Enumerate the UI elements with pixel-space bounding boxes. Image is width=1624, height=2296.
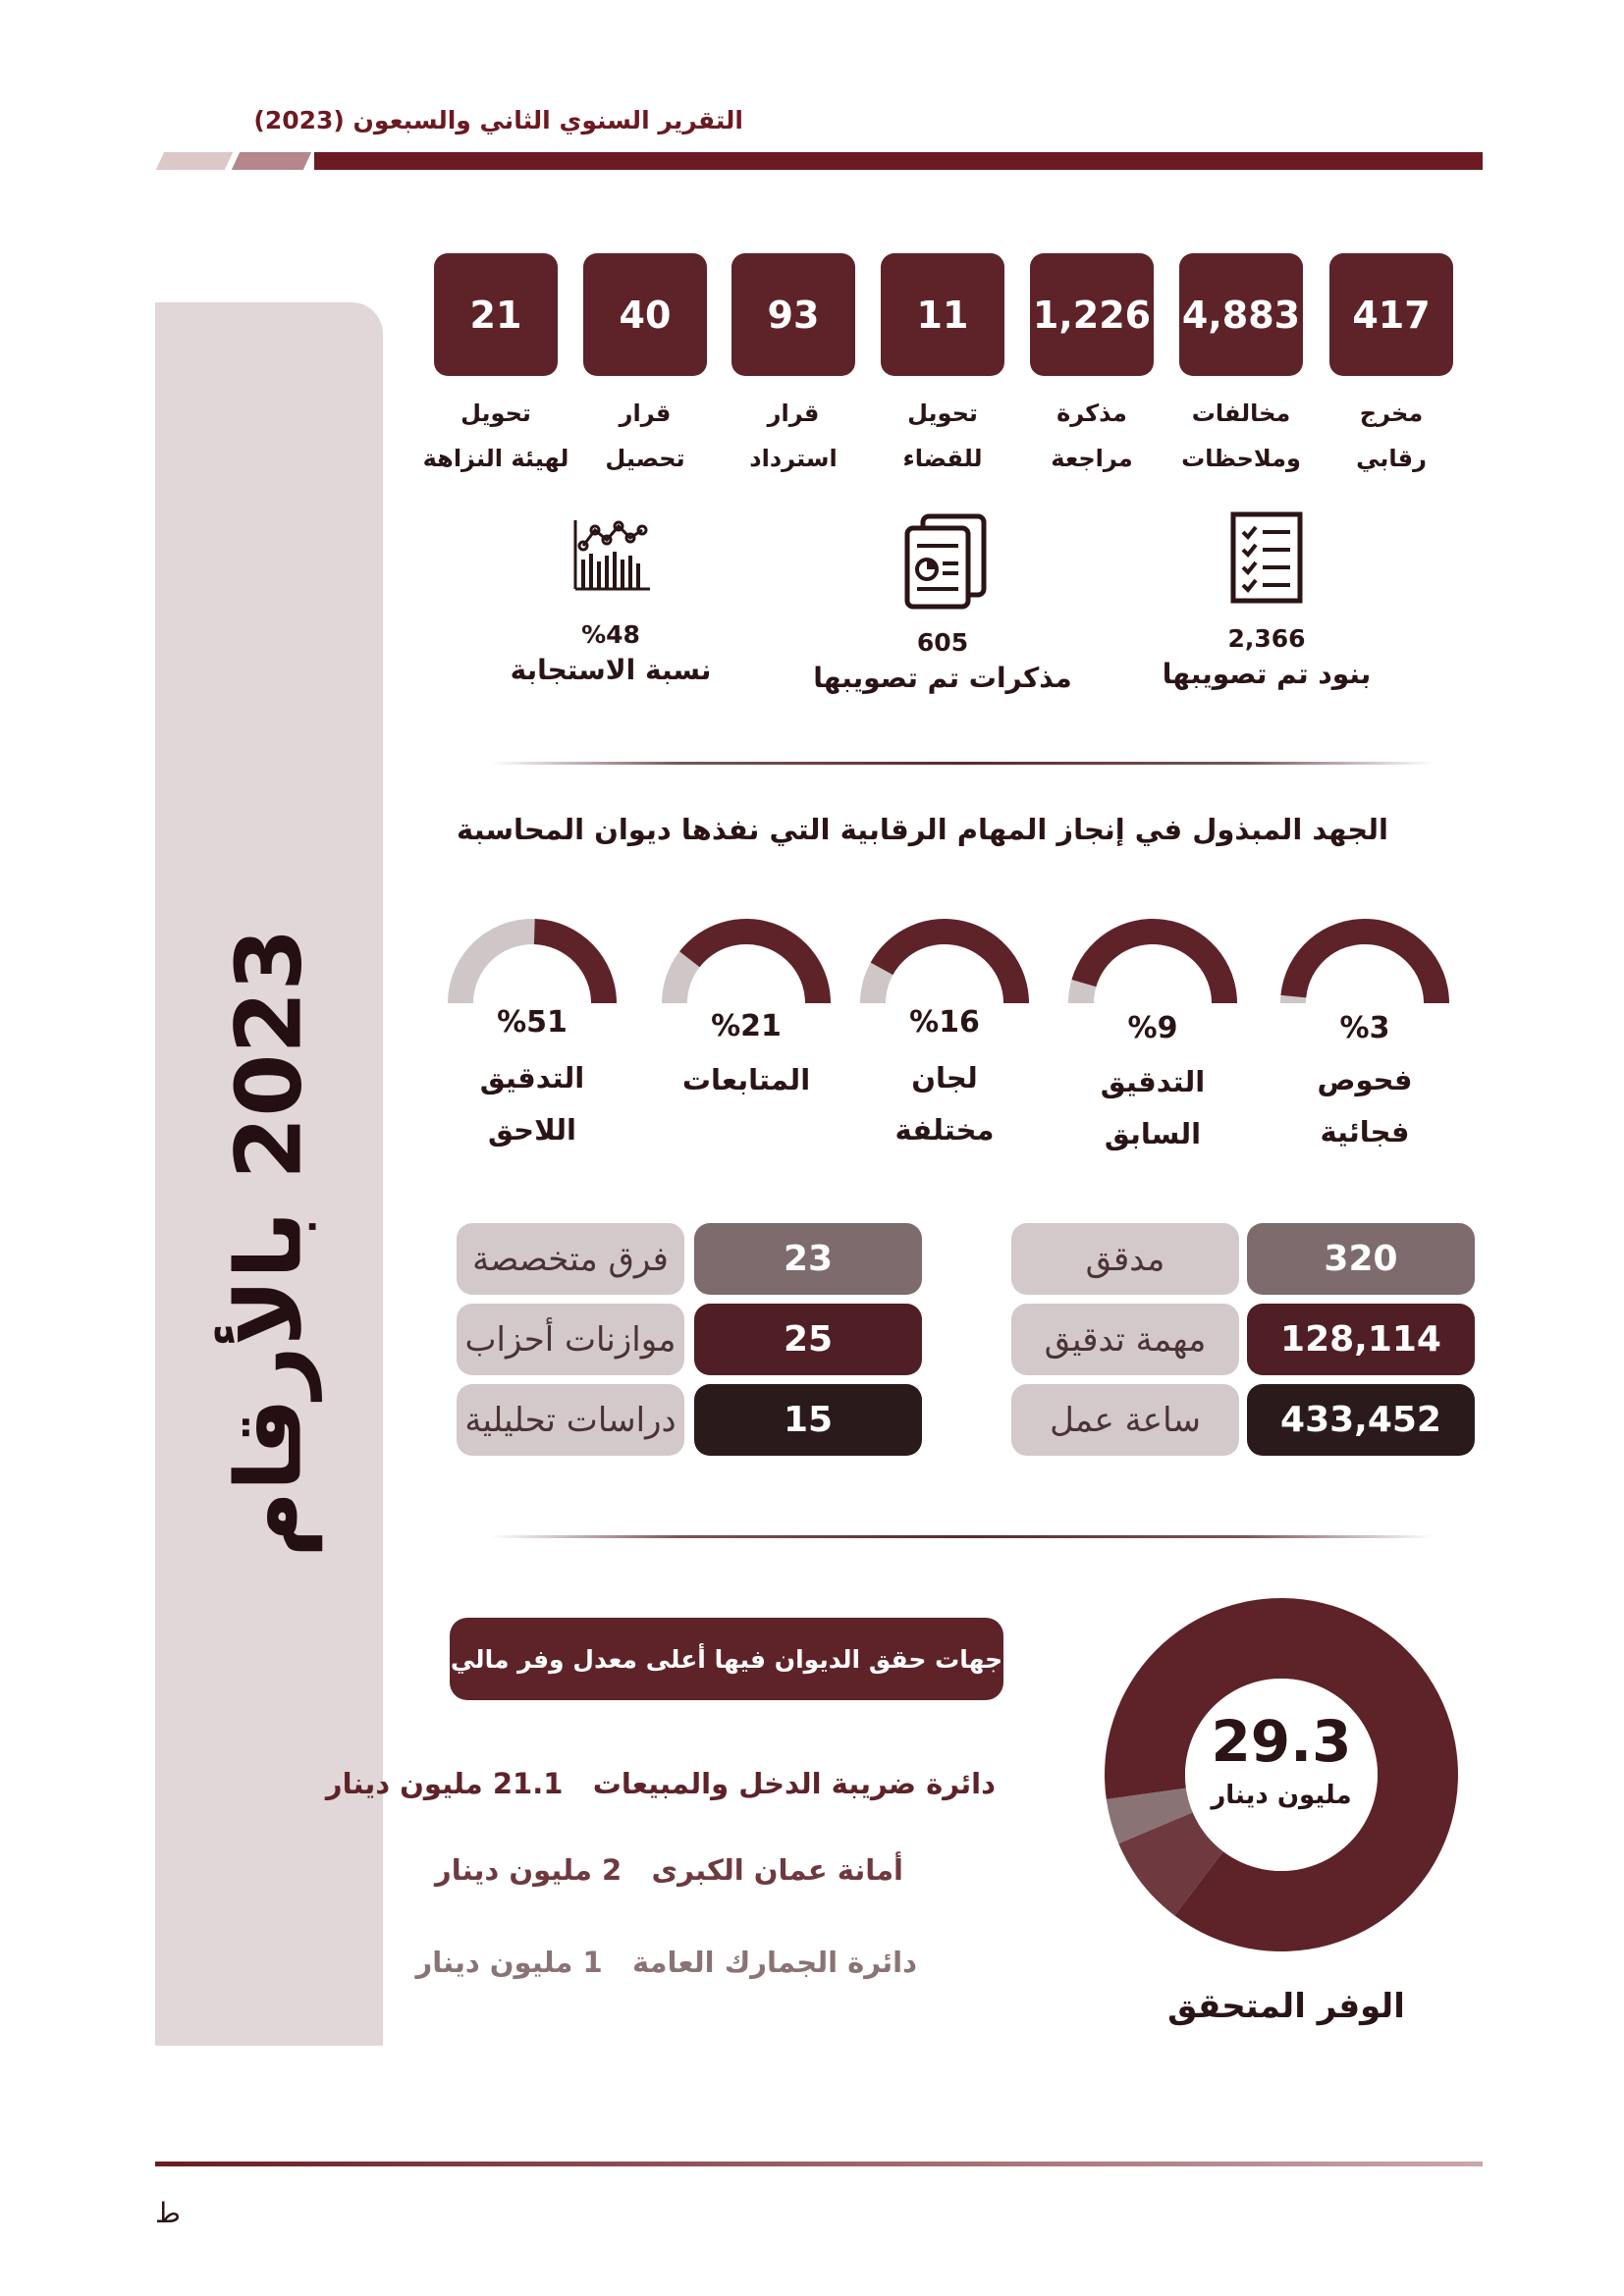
savings-total-label: الوفر المتحقق bbox=[1167, 1987, 1405, 2026]
gauge-filled-arc bbox=[1280, 919, 1449, 1003]
resource-value-pill: 15 bbox=[694, 1384, 922, 1456]
stat-label: قرار استرداد bbox=[749, 400, 838, 472]
stat-label: تحويل لهيئة النزاهة bbox=[422, 400, 569, 472]
gauge-label: التدقيق السابق bbox=[1100, 1065, 1206, 1150]
gauge-label: لجان مختلفة bbox=[894, 1061, 995, 1147]
stat-label: مخالفات وملاحظات bbox=[1181, 400, 1301, 472]
page-number: ط bbox=[155, 2197, 181, 2229]
donut-total-unit: مليون دينار bbox=[1211, 1781, 1352, 1810]
effort-section-title: الجهد المبذول في إنجاز المهام الرقابية التي نفذها ديوان المحاسبة bbox=[457, 813, 1388, 846]
icon-stat-value: 605 bbox=[916, 628, 969, 657]
icon-stat-value: %48 bbox=[581, 620, 640, 649]
gauge-percent: %51 bbox=[497, 1005, 568, 1040]
icon-stat-value: 2,366 bbox=[1227, 624, 1306, 653]
savings-donut-chart bbox=[1095, 1588, 1468, 1961]
donut-total-value: 29.3 bbox=[1211, 1708, 1352, 1775]
gauge-filled-arc bbox=[534, 919, 617, 1003]
stat-label: مذكرة مراجعة bbox=[1051, 400, 1133, 472]
resource-label-pill: مدقق bbox=[1011, 1223, 1239, 1295]
gauge-percent: %3 bbox=[1339, 1011, 1390, 1045]
gauge bbox=[846, 895, 1043, 1008]
stat-tile: 417 bbox=[1329, 253, 1453, 376]
section-divider bbox=[491, 762, 1434, 765]
resource-value-pill: 23 bbox=[694, 1223, 922, 1295]
gauge bbox=[1055, 895, 1251, 1008]
stat-tile: 93 bbox=[731, 253, 855, 376]
stat-tile: 4,883 bbox=[1179, 253, 1303, 376]
side-title: 2023 بالأرقام bbox=[216, 928, 322, 1558]
resource-label-pill: موازنات أحزاب bbox=[457, 1304, 684, 1375]
savings-entity-row: دائرة الجمارك العامة 1 مليون دينار bbox=[415, 1946, 917, 1979]
gauge-filled-arc bbox=[1071, 919, 1237, 1003]
icon-stat-label: بنود تم تصويبها bbox=[1162, 658, 1372, 690]
gauge-percent: %9 bbox=[1127, 1011, 1178, 1045]
resource-value-pill: 25 bbox=[694, 1304, 922, 1375]
header-accent-bar-light bbox=[156, 152, 233, 170]
stat-tile: 11 bbox=[881, 253, 1004, 376]
gauge bbox=[648, 895, 844, 1008]
resource-label-pill: دراسات تحليلية bbox=[457, 1384, 684, 1456]
resource-value-pill: 128,114 bbox=[1247, 1304, 1475, 1375]
report-header-title: التقرير السنوي الثاني والسبعون (2023) bbox=[253, 106, 743, 134]
gauge-filled-arc bbox=[679, 919, 831, 1003]
savings-entity-row: دائرة ضريبة الدخل والمبيعات 21.1 مليون دينار bbox=[325, 1767, 996, 1800]
bar-chart-icon bbox=[569, 516, 654, 595]
stat-tile: 40 bbox=[583, 253, 707, 376]
header-rule-bar bbox=[314, 152, 1483, 170]
stat-label: مخرج رقابي bbox=[1356, 400, 1427, 472]
gauge-label: المتابعات bbox=[681, 1063, 811, 1096]
footer-rule bbox=[155, 2162, 1483, 2166]
savings-entity-row: أمانة عمان الكبرى 2 مليون دينار bbox=[435, 1853, 903, 1887]
gauge bbox=[1267, 895, 1463, 1008]
resource-label-pill: فرق متخصصة bbox=[457, 1223, 684, 1295]
gauge bbox=[434, 895, 630, 1008]
icon-stat-label: نسبة الاستجابة bbox=[510, 654, 712, 686]
stat-tile: 21 bbox=[434, 253, 558, 376]
gauge-remaining-arc bbox=[448, 919, 535, 1003]
stat-label: قرار تحصيل bbox=[605, 400, 685, 472]
checklist-icon bbox=[1229, 510, 1304, 605]
icon-stat-label: مذكرات تم تصويبها bbox=[813, 662, 1072, 694]
resource-label-pill: ساعة عمل bbox=[1011, 1384, 1239, 1456]
resource-value-pill: 433,452 bbox=[1247, 1384, 1475, 1456]
gauge-label: التدقيق اللاحق bbox=[479, 1061, 585, 1147]
stat-label: تحويل للقضاء bbox=[902, 400, 983, 472]
resource-value-pill: 320 bbox=[1247, 1223, 1475, 1295]
resource-label-pill: مهمة تدقيق bbox=[1011, 1304, 1239, 1375]
savings-heading-box: جهات حقق الديوان فيها أعلى معدل وفر مالي bbox=[450, 1618, 1003, 1700]
gauge-filled-arc bbox=[871, 919, 1029, 1003]
gauge-percent: %16 bbox=[909, 1005, 980, 1040]
section-divider bbox=[491, 1535, 1434, 1538]
gauge-percent: %21 bbox=[711, 1009, 782, 1043]
stat-tile: 1,226 bbox=[1030, 253, 1154, 376]
header-accent-bar-mid bbox=[232, 152, 311, 170]
report-document-icon bbox=[901, 512, 990, 611]
gauge-label: فحوص فجائية bbox=[1317, 1063, 1413, 1148]
